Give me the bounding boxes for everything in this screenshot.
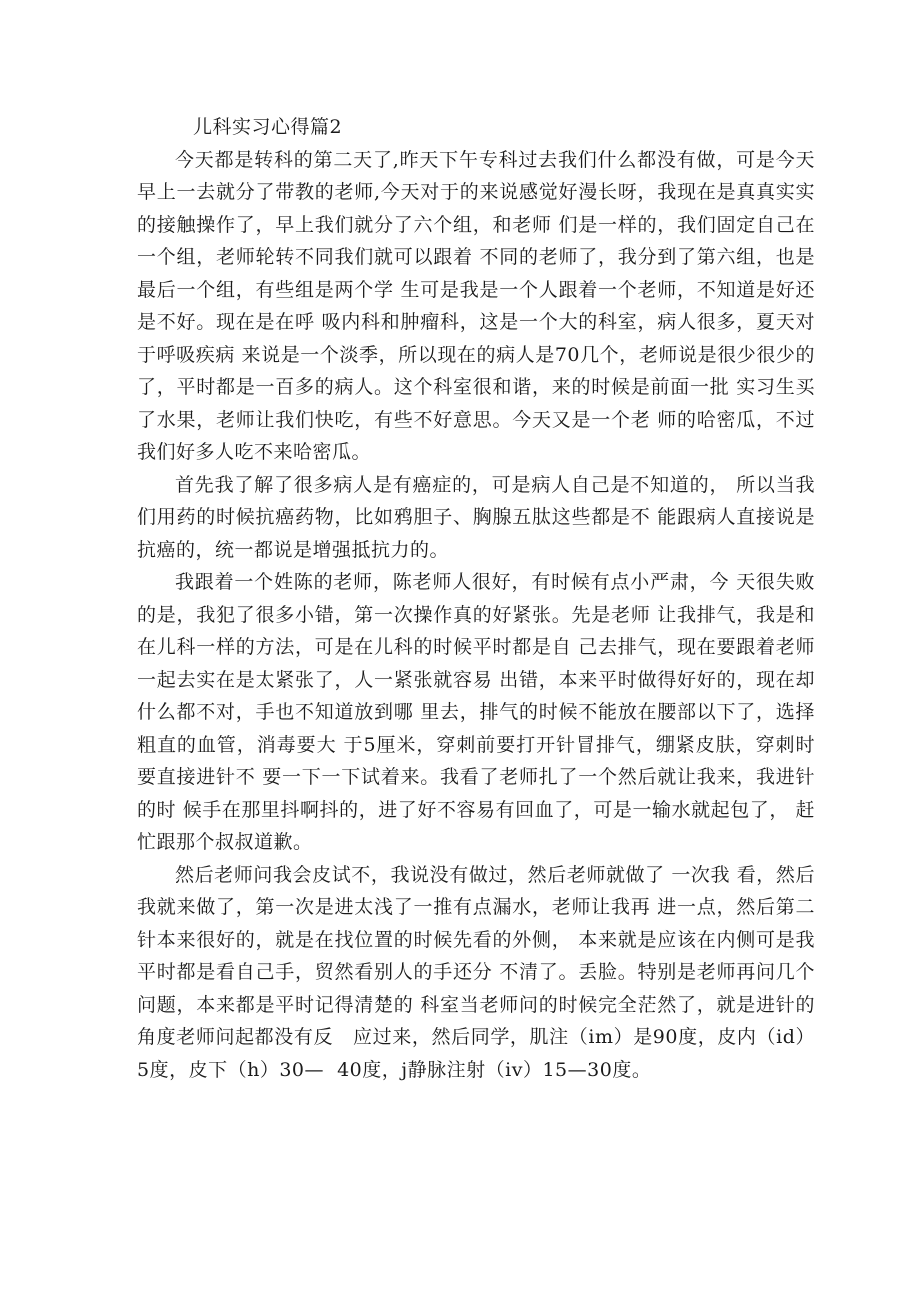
paragraph-1: 今天都是转科的第二天了,昨天下午专科过去我们什么都没有做，可是今天早上一去就分了带教的老师,今天对于的来说感觉好漫长呀，我现在是真真实实的接触操作了，早上我们就分了六个组，和老师 们是一样的，我们固定自己在一个组，老师轮转不同我们就可以跟着 不同的老师了，我分到了第六组，也是最后一个组，有些组是两个学 生可是我是一个人跟着一个老师，不知道是好还是不好。现在是在呼 吸内科和肿瘤科，这是一个大的科室，病人很多，夏天对于呼吸疾病 来说是一个淡季，所以现在的病人是70几个，老师说是很少很少的 了，平时都是一百多的病人。这个科室很和谐，来的时候是前面一批 实习生买了水果，老师让我们快吃，有些不好意思。今天又是一个老 师的哈密瓜，不过我们好多人吃不来哈密瓜。 [137,148,822,463]
document-title: 儿科实习心得篇2 [193,116,343,138]
document-body [137,111,822,1086]
paragraph-3: 我跟着一个姓陈的老师，陈老师人很好，有时候有点小严肃，今 天很失败的是，我犯了很多小错，第一次操作真的好紧张。先是老师 让我排气，我是和在儿科一样的方法，可是在儿科的时候平时都是自 己去排气，现在要跟着老师一起去实在是太紧张了，人一紧张就容易 出错，本来平时做得好好的，现在却什么都不对，手也不知道放到哪 里去，排气的时候不能放在腰部以下了，选择粗直的血管，消毒要大 于5厘米，穿刺前要打开针冒排气，绷紧皮肤，穿刺时要直接进针不 要一下一下试着来。我看了老师扎了一个然后就让我来，我进针的时 候手在那里抖啊抖的，进了好不容易有回血了，可是一输水就起包了， 赶忙跟那个叔叔道歉。 [137,571,815,853]
paragraph-2: 首先我了解了很多病人是有癌症的，可是病人自己是不知道的， 所以当我们用药的时候抗癌药物，比如鸦胆子、胸腺五肽这些都是不 能跟病人直接说是抗癌的，统一都说是增强抵抗力的。 [137,473,815,561]
paragraph-4: 然后老师问我会皮试不，我说没有做过，然后老师就做了 一次我 看，然后我就来做了，第一次是进太浅了一推有点漏水，老师让我再 进一点，然后第二针本来很好的，就是在找位置的时候先看的外侧， 本来就是应该在内侧可是我平时都是看自己手，贸然看别人的手还分 不清了。丢脸。特别是老师再问几个问题，本来都是平时记得清楚的 科室当老师问的时候完全茫然了，就是进针的角度老师问起都没有反 应过来，然后同学，肌注（im）是90度，皮内（id）5度，皮下（h）30— 40度，j静脉注射（iv）15—30度。 [137,863,815,1081]
